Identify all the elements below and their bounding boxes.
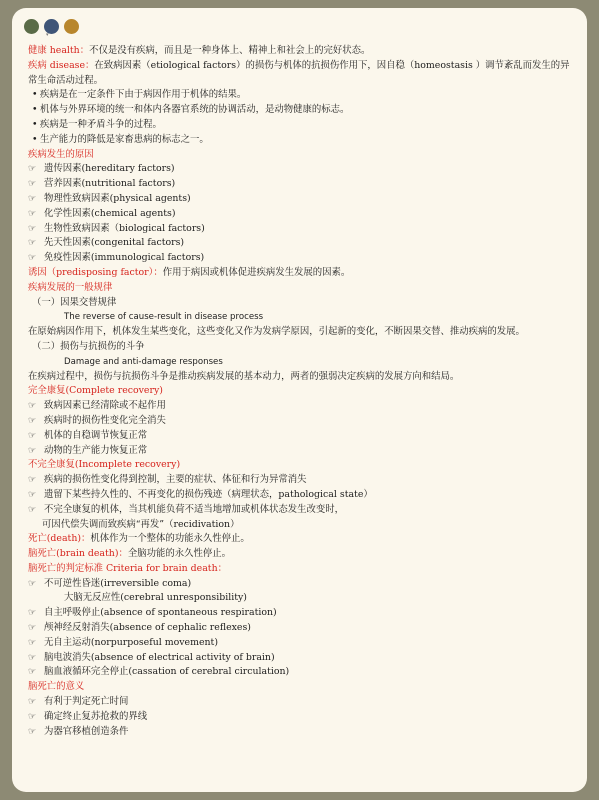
complete-recovery-text: 疾病时的损伤性变化完全消失 [44,414,166,426]
cause-item [28,236,575,251]
criteria-subitem: 大脑无反应性(cerebral unresponsibility) [64,592,247,604]
bullet-icon: • [32,133,38,145]
disease-definition [28,59,575,89]
criteria-item [28,651,575,666]
pointing-hand-icon: ☞ [28,445,37,456]
criteria-text: 无自主运动(norpurposeful movement) [44,636,218,648]
criteria-item [28,621,575,636]
rule1-text: 在原始病因作用下，机体发生某些变化，这些变化又作为发病学原因，引起新的变化，不断因果交替、推动疾病的发展。 [28,326,525,338]
pointing-hand-icon: ☞ [28,193,37,204]
pointing-hand-icon: ☞ [28,667,37,678]
incomplete-recovery-continuation: 可因代偿失调而致疾病“再发”（recidivation） [42,518,240,530]
criteria-text: 颅神经反射消失(absence of cephalic reflexes) [44,622,251,634]
brain-death-term: 脑死亡(brain death)： [28,548,128,560]
brain-death-definition [28,547,575,562]
cause-item-text: 遗传因素(hereditary factors) [44,163,175,175]
disease-point-text: 机体与外界环境的统一和体内各器官系统的协调活动，是动物健康的标志。 [40,104,350,116]
criteria-text: 不可逆性昏迷(irreversible coma) [44,577,192,589]
cause-item [28,251,575,266]
general-rules-heading: 疾病发展的一般规律 [28,281,113,293]
pointing-hand-icon: ☞ [28,238,37,249]
pointing-hand-icon: ☞ [28,697,37,708]
cause-item-text: 生物性致病因素（biological factors) [44,222,205,234]
bullet-icon: • [32,118,38,130]
disease-point [28,118,575,133]
cause-item-text: 先天性因素(congenital factors) [44,237,185,249]
significance-item [28,725,575,740]
pointing-hand-icon: ☞ [28,415,37,426]
rule2-english: Damage and anti-damage responses [64,356,223,367]
significance-item [28,695,575,710]
disease-point [28,88,575,103]
pointing-hand-icon: ☞ [28,223,37,234]
death-definition [28,532,575,547]
cause-item [28,207,575,222]
significance-item [28,710,575,725]
cause-item [28,162,575,177]
disease-term: 疾病 disease： [28,59,95,71]
bullet-icon: • [32,89,38,101]
disease-text: 在致病因素（etiological factors）的损伤与机体的抗损伤作用下，因自稳（homeostasis ）调节紊乱而发生的异常生命活动过程。 [28,59,570,86]
pointing-hand-icon: ☞ [28,208,37,219]
predisposing-definition [28,266,575,281]
complete-recovery-text: 机体的自稳调节恢复正常 [44,429,148,441]
note-card [12,8,587,792]
health-term: 健康 health： [28,45,90,56]
pointing-hand-icon: ☞ [28,179,37,190]
causes-heading: 疾病发生的原因 [28,148,94,160]
pointing-hand-icon: ☞ [28,578,37,589]
complete-recovery-heading: 完全康复(Complete recovery) [28,385,163,397]
pointing-hand-icon: ☞ [28,504,37,515]
cause-item [28,192,575,207]
significance-text: 有利于判定死亡时间 [44,696,129,708]
criteria-text: 脑电波消失(absence of electrical activity of brain) [44,651,275,663]
pointing-hand-icon: ☞ [28,726,37,737]
health-definition [28,44,575,59]
pointing-hand-icon: ☞ [28,637,37,648]
pointing-hand-icon: ☞ [28,164,37,175]
complete-recovery-item [28,414,575,429]
incomplete-recovery-text: 疾病的损伤性变化得到控制，主要的症状、体征和行为异常消失 [44,474,307,486]
complete-recovery-text: 致病因素已经清除或不起作用 [44,400,166,412]
complete-recovery-item [28,444,575,459]
predisposing-text: 作用于病因或机体促进疾病发生发展的因素。 [162,266,351,278]
criteria-item [28,577,575,592]
pointing-hand-icon: ☞ [28,430,37,441]
incomplete-recovery-text: 不完全康复的机体，当其机能负荷不适当地增加或机体状态发生改变时， [44,503,345,515]
pointing-hand-icon: ☞ [28,489,37,500]
cause-item [28,177,575,192]
rule1-english: The reverse of cause-result in disease process [64,312,264,323]
incomplete-recovery-heading: 不完全康复(Incomplete recovery) [28,459,181,471]
cause-item-text: 化学性因素(chemical agents) [44,207,176,219]
incomplete-recovery-item [28,503,575,518]
health-text: 不仅是没有疾病，而且是一种身体上、精神上和社会上的完好状态。 [89,45,371,56]
significance-text: 为器官移植创造条件 [44,725,129,737]
incomplete-recovery-item [28,488,575,503]
bullet-icon: • [32,104,38,116]
pointing-hand-icon: ☞ [28,253,37,264]
complete-recovery-text: 动物的生产能力恢复正常 [44,444,148,456]
disease-point-text: 疾病是一种矛盾斗争的过程。 [40,118,162,130]
death-text: 机体作为一个整体的功能永久性停止。 [90,533,250,545]
window-dots [24,19,84,34]
pointing-hand-icon: ☞ [28,623,37,634]
significance-text: 确定终止复苏抢救的界线 [44,710,148,722]
criteria-text: 自主呼吸停止(absence of spontaneous respiration) [44,607,277,619]
rule2-title: （二）损伤与抗损伤的斗争 [32,340,145,352]
disease-point-text: 生产能力的降低是家畜患病的标志之一。 [40,133,209,145]
cause-item-text: 营养因素(nutritional factors) [44,178,176,190]
gold-dot-icon [64,19,79,34]
pointing-hand-icon: ☞ [28,652,37,663]
pointing-hand-icon: ☞ [28,401,37,412]
significance-heading: 脑死亡的意义 [28,681,85,693]
small-mark: ▾ [46,32,49,38]
criteria-item [28,606,575,621]
pointing-hand-icon: ☞ [28,711,37,722]
rule1-title: （一）因果交替规律 [32,296,117,308]
predisposing-term: 诱因（predisposing factor）： [28,266,163,278]
cause-item [28,222,575,237]
complete-recovery-item [28,429,575,444]
pointing-hand-icon: ☞ [28,608,37,619]
disease-point [28,103,575,118]
death-term: 死亡(death)： [28,533,91,545]
criteria-item [28,636,575,651]
cause-item-text: 物理性致病因素(physical agents) [44,192,191,204]
rule2-text: 在疾病过程中，损伤与抗损伤斗争是推动疾病发展的基本动力，两者的强弱决定疾病的发展方向和结局。 [28,370,460,382]
green-dot-icon [24,19,39,34]
brain-death-text: 全脑功能的永久性停止。 [127,548,231,560]
criteria-item [28,665,575,680]
criteria-text: 脑血液循环完全停止(cassation of cerebral circulation) [44,666,290,678]
disease-point-text: 疾病是在一定条件下由于病因作用于机体的结果。 [40,89,247,101]
cause-item-text: 免疫性因素(immunological factors) [44,252,205,264]
disease-point [28,133,575,148]
criteria-heading: 脑死亡的判定标准 Criteria for brain death： [28,562,227,574]
complete-recovery-item [28,399,575,414]
incomplete-recovery-text: 遗留下某些持久性的、不再变化的损伤残迹（病理状态，pathological state） [44,488,373,500]
incomplete-recovery-item [28,473,575,488]
pointing-hand-icon: ☞ [28,475,37,486]
